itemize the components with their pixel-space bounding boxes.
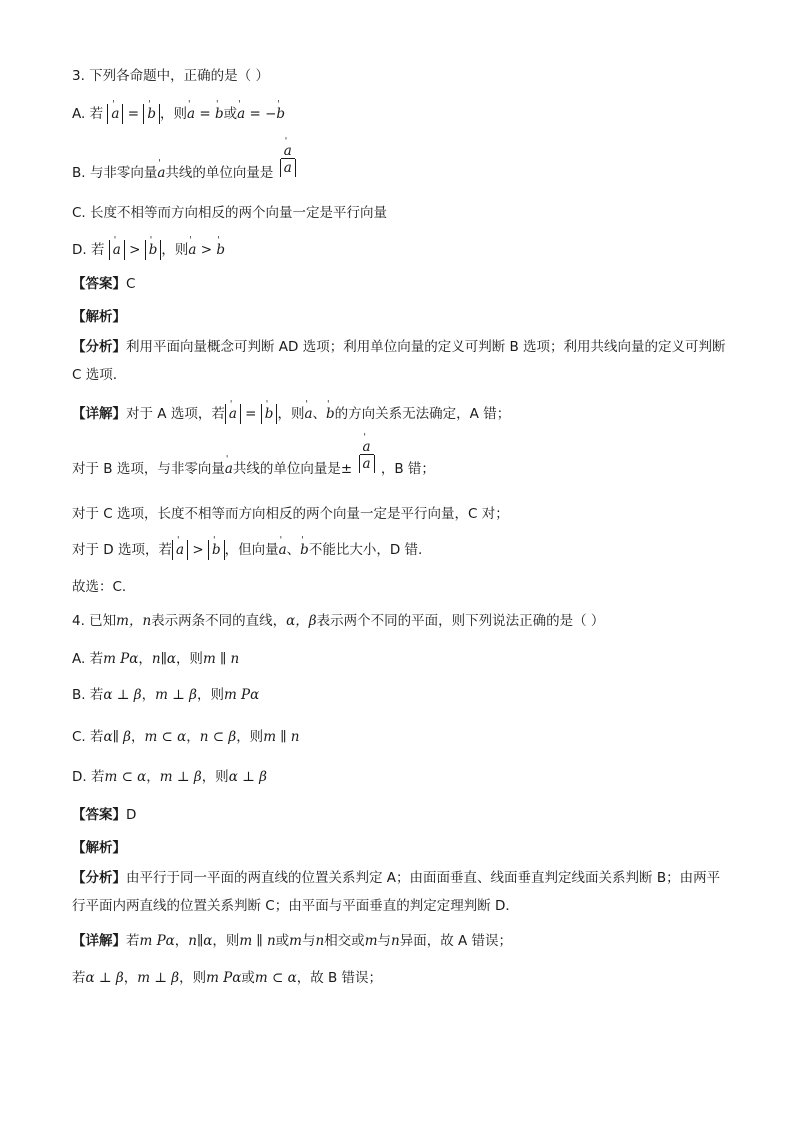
q4-option-d: D. 若m ⊂ α，m ⊥ β，则α ⊥ β	[72, 769, 267, 785]
q3-xiangjie-c: 对于 C 选项，长度不相等而方向相反的两个向量一定是平行向量，C 对；	[72, 506, 509, 522]
q4-analysis-tag: 【解析】	[72, 840, 126, 856]
q4-option-c: C. 若α∥ β，m ⊂ α，n ⊂ β，则m ∥ n	[72, 729, 300, 745]
q3-answer: 【答案】C	[72, 276, 136, 292]
q4-stem: 4. 已知m，n表示两条不同的直线，α，β表示两个不同的平面，则下列说法正确的是（ ）	[72, 613, 605, 629]
q3-xiangjie-b: 对于 B 选项，与非零向量' a共线的单位向量是± ' $\frac{a}{a}$ ，B 错；	[72, 440, 732, 486]
q3-option-b: B. 与非零向量' a共线的单位向量是 ' $\frac{a}{a}$	[72, 144, 732, 190]
q3-conclusion: 故选：C.	[72, 579, 127, 595]
q3-option-c: C. 长度不相等而方向相反的两个向量一定是平行向量	[72, 205, 388, 221]
q3-option-a: A. 若 ' a = ' b ，则' a = ' b或' a = −' b	[72, 104, 732, 124]
q4-option-b: B. 若α ⊥ β，m ⊥ β，则m Pα	[72, 687, 260, 703]
q4-xiangjie-1: 【详解】若m Pα，n∥α，则m ∥ n或m与n相交或m与n异面，故 A 错误；	[72, 933, 513, 949]
q4-fenxi: 【分析】由平行于同一平面的两直线的位置关系判定 A；由面面垂直、线面垂直判定线面关系判断 B；由两平行平面内两直线的位置关系判断 C；由平面与平面垂直的判定定理判断 D．	[72, 870, 721, 914]
q3-option-d: D. 若 ' a > ' b ，则' a > ' b	[72, 240, 732, 260]
abs-a: ' a	[107, 104, 123, 124]
abs-b: ' b	[143, 104, 160, 124]
q3-analysis-tag: 【解析】	[72, 309, 126, 325]
q3-fenxi: 【分析】利用平面向量概念可判断 AD 选项；利用单位向量的定义可判断 B 选项；利用共线向量的定义可判断 C 选项.	[72, 339, 726, 383]
q3-stem: 3. 下列各命题中，正确的是（ ）	[72, 68, 269, 84]
q3-xiangjie-d: 对于 D 选项，若' a > ' b ，但向量' a、' b不能比大小，D 错.	[72, 540, 732, 560]
q4-xiangjie-2: 若α ⊥ β，m ⊥ β，则m Pα或m ⊂ α，故 B 错误；	[72, 970, 383, 986]
q3-xiangjie-a: 【详解】对于 A 选项，若' a = ' b ，则' a、' b的方向关系无法确定，A 错；	[72, 404, 732, 424]
q4-answer: 【答案】D	[72, 807, 137, 823]
q4-option-a: A. 若m Pα，n∥α，则m ∥ n	[72, 651, 240, 667]
unit-vector-fraction: ' $\frac{a}{a}$	[280, 144, 296, 177]
unit-vector-fraction-2: ' $\frac{a}{a}$	[359, 440, 375, 473]
